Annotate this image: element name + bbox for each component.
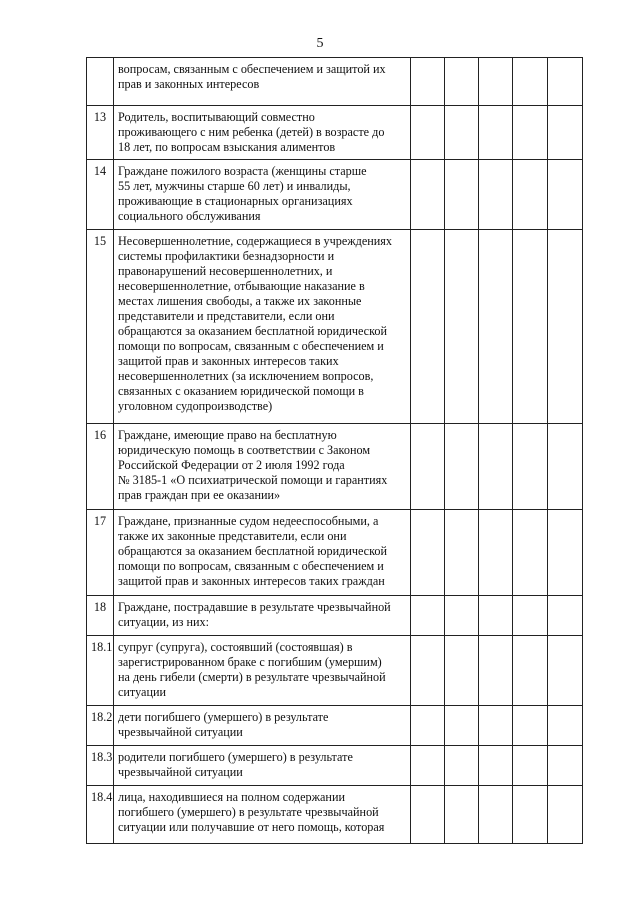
empty-cell	[411, 636, 445, 706]
row-number	[87, 58, 114, 106]
row-description: Родитель, воспитывающий совместно проживающего с ним ребенка (детей) в возрасте до 18 лет, по вопросам взыскания алиментов	[114, 106, 411, 160]
row-number: 13	[87, 106, 114, 160]
empty-cell	[445, 786, 479, 844]
empty-cell	[479, 636, 513, 706]
empty-cell	[445, 230, 479, 424]
empty-cell	[548, 636, 583, 706]
empty-cell	[513, 786, 548, 844]
row-number: 15	[87, 230, 114, 424]
empty-cell	[411, 746, 445, 786]
empty-cell	[411, 424, 445, 510]
row-description: Граждане пожилого возраста (женщины старше 55 лет, мужчины старше 60 лет) и инвалиды, проживающие в стационарных организациях социального обслуживания	[114, 160, 411, 230]
row-number: 18.3	[87, 746, 114, 786]
empty-cell	[479, 160, 513, 230]
empty-cell	[548, 58, 583, 106]
table-row	[87, 786, 583, 844]
empty-cell	[479, 786, 513, 844]
row-number: 18.2	[87, 706, 114, 746]
beneficiary-table	[86, 57, 583, 844]
empty-cell	[513, 230, 548, 424]
empty-cell	[445, 706, 479, 746]
empty-cell	[513, 160, 548, 230]
empty-cell	[513, 706, 548, 746]
empty-cell	[479, 706, 513, 746]
row-number: 14	[87, 160, 114, 230]
empty-cell	[513, 636, 548, 706]
empty-cell	[411, 106, 445, 160]
empty-cell	[548, 746, 583, 786]
row-number: 16	[87, 424, 114, 510]
empty-cell	[513, 58, 548, 106]
empty-cell	[548, 786, 583, 844]
empty-cell	[479, 596, 513, 636]
page-number: 5	[316, 36, 324, 51]
empty-cell	[479, 106, 513, 160]
row-number: 18.1	[87, 636, 114, 706]
empty-cell	[411, 510, 445, 596]
empty-cell	[548, 510, 583, 596]
empty-cell	[411, 160, 445, 230]
empty-cell	[513, 746, 548, 786]
table-row	[87, 230, 583, 424]
empty-cell	[445, 510, 479, 596]
empty-cell	[445, 160, 479, 230]
row-description: родители погибшего (умершего) в результате чрезвычайной ситуации	[114, 746, 411, 786]
row-description: Граждане, имеющие право на бесплатную юридическую помощь в соответствии с Законом Российской Федерации от 2 июля 1992 года № 3185-1 «О психиатрической помощи и гарантиях прав граждан при ее оказании»	[114, 424, 411, 510]
empty-cell	[445, 596, 479, 636]
empty-cell	[445, 106, 479, 160]
row-description: вопросам, связанным с обеспечением и защитой их прав и законных интересов	[114, 58, 411, 106]
row-number: 17	[87, 510, 114, 596]
empty-cell	[445, 636, 479, 706]
empty-cell	[513, 510, 548, 596]
empty-cell	[548, 106, 583, 160]
row-description: супруг (супруга), состоявший (состоявшая) в зарегистрированном браке с погибшим (умершим) на день гибели (смерти) в результате чрезвычайной ситуации	[114, 636, 411, 706]
row-description: Граждане, пострадавшие в результате чрезвычайной ситуации, из них:	[114, 596, 411, 636]
table-row	[87, 58, 583, 106]
row-number: 18	[87, 596, 114, 636]
row-description: Несовершеннолетние, содержащиеся в учреждениях системы профилактики безнадзорности и правонарушений несовершеннолетних, и несовершеннолетние, отбывающие наказание в местах лишения свободы, а также их законные представители и представители, если они обращаются за оказанием бесплатной юридической помощи по вопросам, связанным с обеспечением и защитой прав и законных интересов таких несовершеннолетних (за исключением вопросов, связанных с оказанием юридической помощи в уголовном судопроизводстве)	[114, 230, 411, 424]
empty-cell	[445, 746, 479, 786]
empty-cell	[548, 596, 583, 636]
empty-cell	[479, 510, 513, 596]
empty-cell	[479, 424, 513, 510]
empty-cell	[479, 58, 513, 106]
row-number: 18.4	[87, 786, 114, 844]
table-row	[87, 160, 583, 230]
empty-cell	[445, 424, 479, 510]
empty-cell	[445, 58, 479, 106]
table-row	[87, 596, 583, 636]
row-description: дети погибшего (умершего) в результате чрезвычайной ситуации	[114, 706, 411, 746]
empty-cell	[548, 706, 583, 746]
table-row	[87, 746, 583, 786]
empty-cell	[513, 106, 548, 160]
empty-cell	[548, 160, 583, 230]
empty-cell	[411, 58, 445, 106]
row-description: Граждане, признанные судом недееспособными, а также их законные представители, если они обращаются за оказанием бесплатной юридической помощи по вопросам, связанным с обеспечением и защитой прав и законных интересов таких граждан	[114, 510, 411, 596]
empty-cell	[513, 424, 548, 510]
empty-cell	[411, 706, 445, 746]
table-row	[87, 424, 583, 510]
table-row	[87, 636, 583, 706]
empty-cell	[411, 786, 445, 844]
table-row	[87, 106, 583, 160]
empty-cell	[479, 746, 513, 786]
empty-cell	[479, 230, 513, 424]
empty-cell	[548, 230, 583, 424]
table-row	[87, 706, 583, 746]
empty-cell	[548, 424, 583, 510]
empty-cell	[513, 596, 548, 636]
row-description: лица, находившиеся на полном содержании погибшего (умершего) в результате чрезвычайной ситуации или получавшие от него помощь, которая	[114, 786, 411, 844]
table-row	[87, 510, 583, 596]
empty-cell	[411, 230, 445, 424]
empty-cell	[411, 596, 445, 636]
